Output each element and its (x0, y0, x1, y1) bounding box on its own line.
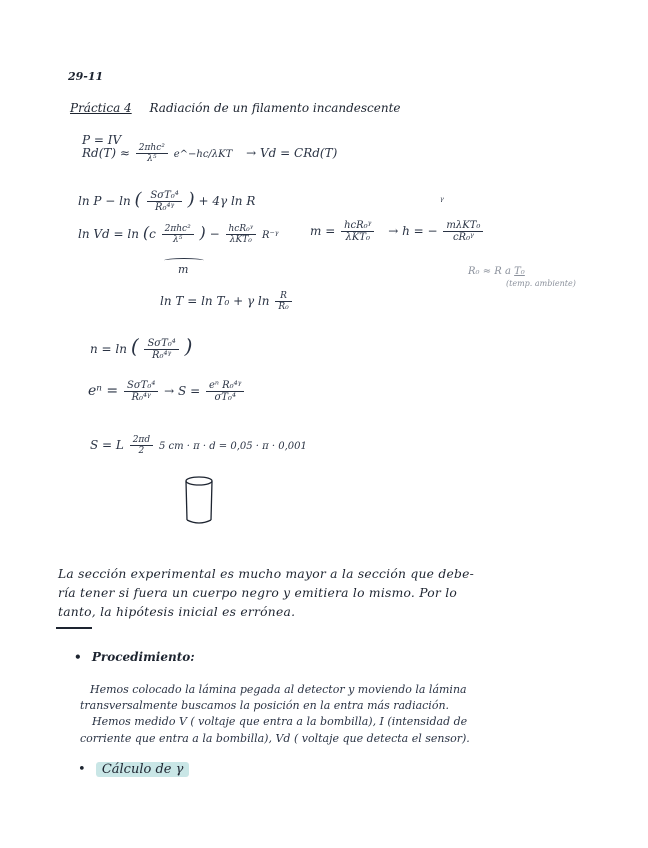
eq2-lhs: Rd(T) ≈ (82, 146, 130, 160)
conclusion-line-2: ría tener si fuera un cuerpo negro y emitiera lo mismo. Por lo (58, 586, 458, 600)
m-fraction (341, 220, 374, 243)
ambient-temp-note (468, 266, 525, 277)
note-date: 29-11 (68, 70, 104, 83)
eq7-numerator: SσT₀⁴ (124, 380, 158, 392)
eq8-fraction (130, 435, 153, 456)
m-lhs: m = (310, 224, 336, 238)
eq4-inner-numerator: 2πhc² (162, 224, 194, 235)
filament-cylinder-sketch (182, 474, 216, 526)
procedure-bullet: • (74, 650, 82, 664)
eq3-denominator: R₀⁴ᵞ (154, 202, 175, 213)
equation-log-power: ln P − ln ( $\frac{\text{SσT₀⁴}}{\text{R₀⁴ᵞ}}$ ) + 4γ ln R (78, 189, 256, 213)
equation-m (310, 220, 485, 243)
eq6-fraction (144, 338, 178, 361)
equation-n: n = ln ( $\frac{\text{SσT₀⁴}}{\text{R₀⁴ᵞ}}$ ) (90, 334, 193, 361)
eq3-numerator: SσT₀⁴ (147, 190, 181, 202)
eq6-numerator: SσT₀⁴ (144, 338, 178, 350)
next-section-bullet: • (78, 762, 86, 777)
m-numerator: hcR₀ᵞ (341, 220, 374, 232)
next-section-heading-text: Cálculo de γ (96, 762, 190, 777)
eq4-numerator: hcR₀ᵞ (226, 224, 257, 235)
eq7-fraction (124, 380, 158, 403)
eq2-numerator: 2πhc² (136, 143, 168, 154)
page-title (70, 101, 401, 115)
eq8-rhs: 5 cm · π · d = 0,05 · π · 0,001 (158, 441, 307, 452)
h-fraction (443, 220, 483, 243)
conclusion-line-3: tanto, la hipótesis inicial es errónea. (58, 605, 296, 619)
eq6-lhs: n = ln (90, 342, 127, 356)
eq4-denominator: λKT₀ (229, 235, 252, 245)
eq7-denominator-2: σT₀⁴ (214, 392, 236, 403)
eq4-inner-fraction (162, 224, 194, 245)
eq2-exponential: e^−hc/λKT (173, 149, 233, 160)
eq4-underbrace-label: m (178, 258, 204, 276)
eq2-denominator: λ⁵ (147, 154, 157, 164)
eq7-fraction-2 (206, 380, 244, 403)
eq7-lhs: eⁿ = (88, 383, 119, 399)
eq5-fraction (275, 291, 291, 312)
conclusion-line-1: La sección experimental es mucho mayor a la sección que debe- (58, 567, 475, 581)
eq3-fraction (147, 190, 181, 213)
eq8-denominator: 2 (138, 446, 145, 456)
eq8-lhs: S = L (90, 438, 124, 452)
procedure-line-4: corriente que entra a la bombilla), Vd ( voltaje que detecta el sensor). (80, 732, 470, 745)
eq3-lhs: ln P − ln (78, 194, 131, 208)
eq4-exponent: R⁻ᵞ (261, 230, 279, 241)
eq7-mid: → S = (164, 384, 201, 398)
eq6-denominator: R₀⁴ᵞ (151, 350, 172, 361)
eq8-numerator: 2πd (130, 435, 153, 446)
eq2-rhs: → Vd = CRd(T) (246, 146, 338, 160)
eq3-rhs: + 4γ ln R (198, 194, 256, 208)
eq5-lhs: ln T = ln T₀ + γ ln (160, 294, 270, 308)
note-lhs: R₀ ≈ R a (468, 266, 511, 277)
m-denominator: λKT₀ (345, 232, 370, 243)
stray-tick-mark: ᵞ (440, 196, 444, 207)
procedure-heading (74, 650, 195, 664)
h-lhs: → h = − (388, 224, 438, 238)
equation-s (88, 380, 246, 403)
equation-log-voltage: ln Vd = ln (c $\frac{\text{2πhc²}}{\text{λ⁵}}$ ) − $\frac{\text{hcR₀ᵞ}}{\text{λKT₀}}$ R⁻ᵞ (78, 223, 279, 245)
practice-label: Práctica 4 (70, 101, 132, 115)
eq7-numerator-2: eⁿ R₀⁴ᵞ (206, 380, 244, 392)
eq2-fraction (136, 143, 168, 164)
equation-planck (82, 143, 337, 164)
h-numerator: mλKT₀ (443, 220, 483, 232)
ambient-temp-subnote: (temp. ambiente) (506, 279, 576, 288)
practice-title: Radiación de un filamento incandescente (149, 101, 401, 115)
procedure-line-2: transversalmente buscamos la posición en la entra más radiación. (80, 699, 450, 712)
eq4-lhs: ln Vd = ln (78, 227, 139, 241)
eq5-denominator: R₀ (278, 302, 289, 312)
eq4-fraction (226, 224, 257, 245)
equation-surface (90, 435, 307, 456)
eq4-minus: − (209, 227, 220, 241)
procedure-line-1: Hemos colocado la lámina pegada al detector y moviendo la lámina (90, 683, 467, 696)
next-section-heading (78, 762, 189, 777)
procedure-heading-text: Procedimiento: (91, 650, 195, 664)
equation-power: P = IV (82, 133, 122, 147)
equation-log-temperature (160, 291, 294, 312)
eq5-numerator: R (275, 291, 291, 302)
eq7-denominator: R₀⁴ᵞ (131, 392, 151, 403)
note-t0: T₀ (514, 266, 525, 277)
procedure-line-3: Hemos medido V ( voltaje que entra a la bombilla), I (intensidad de (92, 715, 468, 728)
eq4-inner-denominator: λ⁵ (173, 235, 183, 245)
h-denominator: cR₀ᵞ (452, 232, 474, 243)
section-divider (56, 627, 92, 629)
